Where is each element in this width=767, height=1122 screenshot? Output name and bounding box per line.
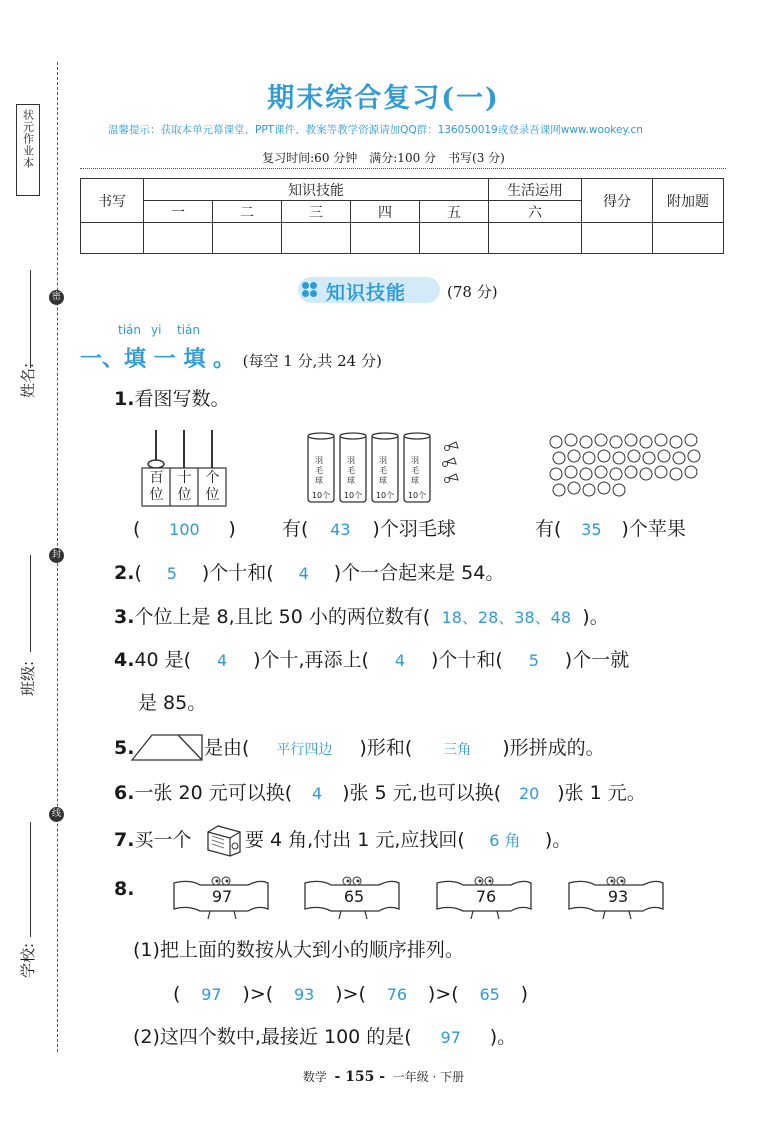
page-number: - 155 - bbox=[334, 1069, 386, 1085]
q2 bbox=[114, 561, 504, 586]
application-header: 生活运用 bbox=[489, 179, 582, 201]
number-card-3-value: 76 bbox=[475, 887, 497, 906]
class-label: 班级: bbox=[19, 660, 38, 697]
seal-mark-3: 线 bbox=[49, 807, 64, 822]
can-label-4: 羽毛球 bbox=[411, 456, 419, 485]
col-1: 一 bbox=[144, 201, 213, 223]
q1-answer-cans-line bbox=[282, 517, 456, 542]
q1-answer-abacus[interactable]: 100 bbox=[169, 520, 200, 539]
school-field-line[interactable] bbox=[30, 822, 31, 937]
q3-number: 3. bbox=[114, 606, 135, 628]
can-count-1: 10个 bbox=[311, 491, 331, 500]
q3 bbox=[114, 605, 609, 630]
q2-answer-1[interactable]: 5 bbox=[166, 564, 177, 583]
can-label-1: 羽毛球 bbox=[315, 456, 323, 485]
q4-number: 4. bbox=[114, 649, 135, 671]
q2-text-a: ( bbox=[134, 562, 142, 584]
q4-answer-3[interactable]: 5 bbox=[528, 651, 539, 670]
pinyin-3: tián bbox=[177, 323, 200, 337]
q1-prompt bbox=[114, 387, 229, 411]
q1-answer-apples[interactable]: 35 bbox=[581, 520, 602, 539]
score-table bbox=[80, 178, 724, 254]
q3-text-a: 个位上是 8,且比 50 小的两位数有( bbox=[134, 606, 431, 628]
score-cell-total[interactable] bbox=[582, 223, 653, 254]
class-field-line[interactable] bbox=[30, 555, 31, 652]
q4-answer-1[interactable]: 4 bbox=[217, 651, 228, 670]
score-cell-2[interactable] bbox=[213, 223, 282, 254]
q8-sub2-text: (2)这四个数中,最接近 100 的是( bbox=[133, 1026, 412, 1048]
q4-text-d: )个一就 bbox=[564, 649, 630, 671]
q8-sub2-end: )。 bbox=[489, 1026, 517, 1048]
q2-answer-2[interactable]: 4 bbox=[298, 564, 309, 583]
q7-text bbox=[245, 828, 571, 853]
q8-order-2[interactable]: 93 bbox=[293, 985, 315, 1004]
page-title: 期末综合复习(一) bbox=[267, 83, 500, 114]
score-cell-6[interactable] bbox=[489, 223, 582, 254]
q7-text-a: 买一个 bbox=[134, 829, 192, 851]
q2-text-b: )个十和( bbox=[201, 562, 274, 584]
section-banner bbox=[298, 277, 440, 303]
q4 bbox=[114, 648, 629, 673]
q1-answers: ( 100 ) bbox=[133, 518, 236, 540]
q6-text-c: )张 1 元。 bbox=[557, 782, 646, 804]
name-label: 姓名: bbox=[19, 362, 38, 399]
q1-text-1: 有( bbox=[282, 518, 309, 540]
score-cell-5[interactable] bbox=[420, 223, 489, 254]
q6-answer-1[interactable]: 4 bbox=[312, 784, 323, 803]
can-count-2: 10个 bbox=[343, 491, 363, 500]
q5-answer-1[interactable]: 平行四边 bbox=[276, 742, 333, 758]
q8-sub1: (1)把上面的数按从大到小的顺序排列。 bbox=[133, 939, 464, 961]
q1-number: 1. bbox=[114, 388, 135, 410]
part-heading-text: 一、填 一 填 。 bbox=[80, 347, 235, 372]
q5-answer-2[interactable]: 三角 bbox=[443, 742, 472, 758]
name-field-line[interactable] bbox=[30, 270, 31, 368]
school-label: 学校: bbox=[19, 942, 38, 979]
dotted-divider bbox=[80, 168, 726, 169]
number-card-1-value: 97 bbox=[211, 887, 233, 906]
q5-text bbox=[204, 736, 605, 762]
col-2: 二 bbox=[213, 201, 282, 223]
knowledge-header: 知识技能 bbox=[144, 179, 489, 201]
q8 bbox=[114, 877, 134, 901]
q5-text-c: )形拼成的。 bbox=[502, 737, 605, 759]
score-cell-4[interactable] bbox=[351, 223, 420, 254]
col-3: 三 bbox=[282, 201, 351, 223]
q7-text-c: )。 bbox=[544, 829, 572, 851]
q6-answer-2[interactable]: 20 bbox=[518, 784, 540, 803]
score-cell-bonus[interactable] bbox=[653, 223, 724, 254]
q5-text-a: 是由( bbox=[204, 737, 250, 759]
q7-number: 7. bbox=[114, 829, 135, 851]
q7-text-b: 要 4 角,付出 1 元,应找回( bbox=[245, 829, 465, 851]
pinyin-1: tián bbox=[118, 323, 141, 337]
q7 bbox=[114, 828, 191, 852]
seal-mark-2: 封 bbox=[49, 548, 64, 563]
q6-number: 6. bbox=[114, 782, 135, 804]
writing-header: 书写 bbox=[81, 179, 144, 223]
q4-text-a: 40 是( bbox=[134, 649, 192, 671]
part-heading-note: (每空 1 分,共 24 分) bbox=[242, 352, 382, 370]
footer-subject: 数学 bbox=[302, 1070, 327, 1084]
abacus-label-tens: 十位 bbox=[177, 470, 192, 503]
q4-text-b: )个十,再添上( bbox=[253, 649, 369, 671]
exam-info: 复习时间:60 分钟 满分:100 分 书写(3 分) bbox=[262, 151, 505, 165]
booklet-label: 状元作业本 bbox=[16, 104, 40, 196]
q1-text-4: )个苹果 bbox=[621, 518, 686, 540]
page-footer bbox=[0, 1068, 767, 1085]
q8-order-line: ( 97 )>( 93 )>( 76 )>( 65 ) bbox=[173, 983, 529, 1005]
section-points: (78 分) bbox=[447, 283, 498, 301]
q3-answer[interactable]: 18、28、38、48 bbox=[441, 608, 572, 627]
score-header: 得分 bbox=[582, 179, 653, 223]
can-label-3: 羽毛球 bbox=[379, 456, 387, 485]
col-5: 五 bbox=[420, 201, 489, 223]
score-cell-3[interactable] bbox=[282, 223, 351, 254]
q8-order-1[interactable]: 97 bbox=[201, 985, 222, 1004]
q8-sub2 bbox=[133, 1025, 516, 1050]
can-count-3: 10个 bbox=[375, 491, 395, 500]
resource-tip: 温馨提示：获取本单元幕课堂、PPT课件、教案等教学资源请加QQ群：136050019或登录吾课网www.wookey.cn bbox=[108, 124, 643, 136]
q6 bbox=[114, 781, 646, 806]
q5-number: 5. bbox=[114, 737, 135, 759]
footer-grade: 一年级 · 下册 bbox=[392, 1070, 465, 1084]
q1-answer-apples-line bbox=[535, 517, 686, 542]
q6-text-a: 一张 20 元可以换( bbox=[134, 782, 293, 804]
score-cell-1[interactable] bbox=[144, 223, 213, 254]
q1-text: 看图写数。 bbox=[134, 388, 230, 410]
bonus-header: 附加题 bbox=[653, 179, 724, 223]
pinyin-2: yi bbox=[151, 323, 162, 337]
pencil-sharpener-icon bbox=[204, 822, 244, 858]
abacus-label-hundreds: 百位 bbox=[149, 470, 164, 503]
col-4: 四 bbox=[351, 201, 420, 223]
q4-continued: 是 85。 bbox=[138, 692, 207, 714]
can-label-2: 羽毛球 bbox=[347, 456, 355, 485]
q7-answer[interactable]: 6 角 bbox=[489, 831, 521, 850]
score-cell-writing[interactable] bbox=[81, 223, 144, 254]
q1-text-2: )个羽毛球 bbox=[372, 518, 456, 540]
q8-order-4[interactable]: 65 bbox=[479, 985, 500, 1004]
section-title: 知识技能 bbox=[326, 282, 407, 304]
trapezoid-shape bbox=[130, 732, 204, 762]
q8-order-3[interactable]: 76 bbox=[386, 985, 408, 1004]
q4-answer-2[interactable]: 4 bbox=[394, 651, 406, 670]
q4-text-c: )个十和( bbox=[430, 649, 503, 671]
number-card-4-value: 93 bbox=[607, 887, 629, 906]
q2-number: 2. bbox=[114, 562, 135, 584]
q1-text-3: 有( bbox=[535, 518, 562, 540]
q6-text-b: )张 5 元,也可以换( bbox=[342, 782, 502, 804]
can-count-4: 10个 bbox=[407, 491, 427, 500]
abacus-label-ones: 个位 bbox=[205, 470, 220, 503]
clover-icon bbox=[302, 282, 320, 298]
q1-answer-cans[interactable]: 43 bbox=[330, 520, 351, 539]
q2-text-c: )个一合起来是 54。 bbox=[333, 562, 505, 584]
col-6: 六 bbox=[489, 201, 582, 223]
seal-mark-1: 密 bbox=[49, 290, 64, 305]
q3-text-b: )。 bbox=[582, 606, 609, 628]
q8-number: 8. bbox=[114, 878, 135, 900]
q5-text-b: )形和( bbox=[359, 737, 413, 759]
q8-answer[interactable]: 97 bbox=[440, 1028, 461, 1047]
apples-image bbox=[545, 430, 710, 506]
number-card-2-value: 65 bbox=[343, 887, 365, 906]
part-heading bbox=[80, 342, 382, 373]
